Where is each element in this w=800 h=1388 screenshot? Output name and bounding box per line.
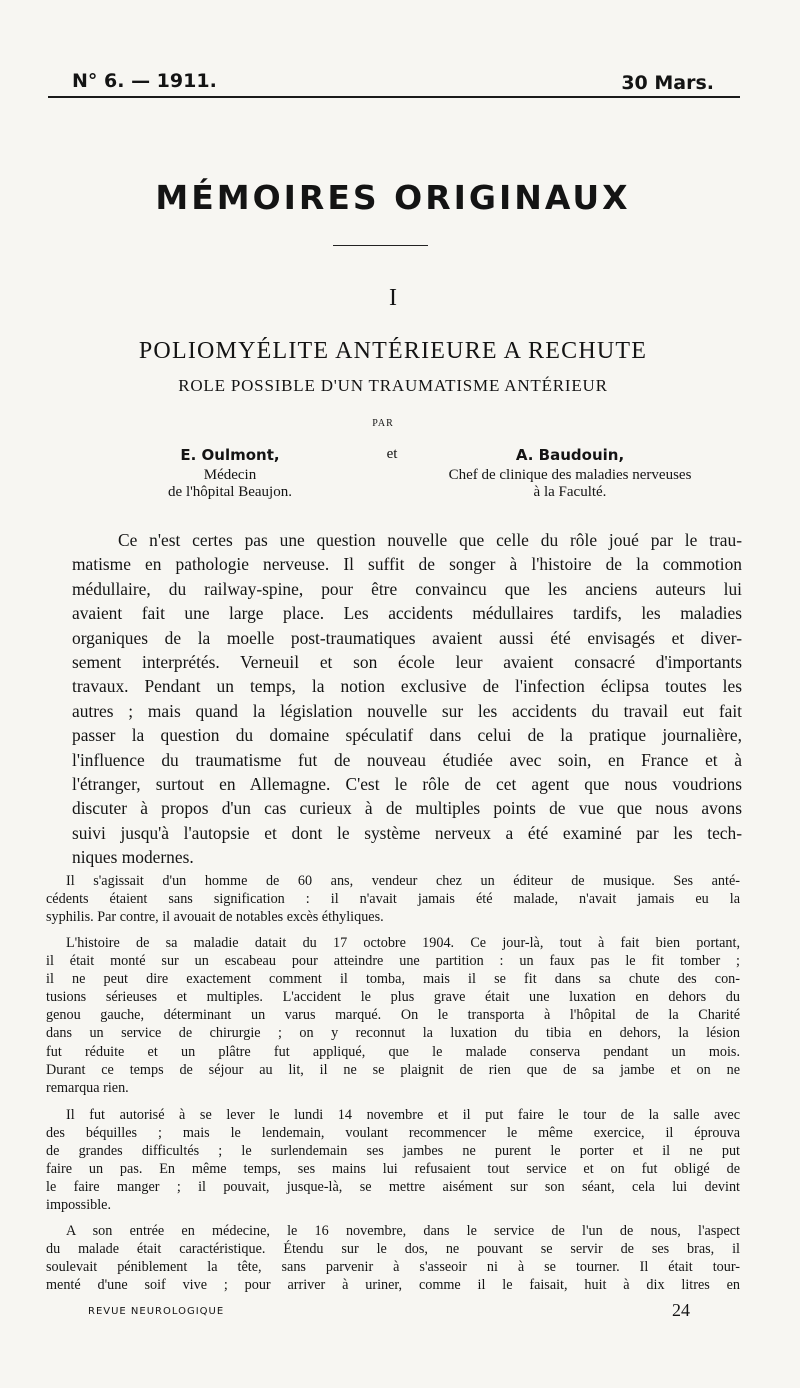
text-line: organiques de la moelle post-traumatiques avaient aussi été envisagés et diver- [72,627,742,648]
text-line: le faire manger ; il pouvait, jusque-là, se mettre aisément sur son séant, cela lui devint [46,1179,740,1196]
case-paragraph [46,872,740,926]
text-line: tusions sérieuses et multiples. L'accident le plus grave était une luxation en dehors du [46,989,740,1006]
author-name: E. Oulmont, [180,446,280,464]
text-line: fut réduite et un plâtre fut appliqué, que le malade conserva pendant un mois. [46,1043,740,1060]
text-line: sement interprétés. Verneuil et son école leur avaient consacré d'importants [72,652,742,673]
text-line: dans un service de chirurgie ; on y reconnut la luxation du tibia en dehors, la lésion [46,1025,740,1042]
issue-date: 30 Mars. [621,72,714,94]
running-header [48,66,740,98]
text-line: soulevait péniblement la tête, sans parvenir à s'asseoir ni à se tourner. Il était tour- [46,1259,740,1276]
text-line: il était monté sur un escabeau pour atteindre une partition : un faux pas le fit tomber ; [46,953,740,970]
text-line: matisme en pathologie nerveuse. Il suffit de songer à l'histoire de la commotion [72,554,742,575]
text-line: remarqua rien. [46,1079,129,1096]
author-role-line: Médecin [203,467,257,483]
case-paragraph [46,934,740,1097]
case-paragraph [46,1106,740,1215]
text-line: de grandes difficultés ; le surlendemain ses jambes ne purent le porter et il ne put [46,1143,740,1160]
introduction-paragraph [72,528,742,870]
case-paragraph [46,1222,740,1294]
text-line: autres ; mais quand la législation nouvelle sur les accidents du travail eut fait [72,700,742,721]
footer-journal-name: REVUE NEUROLOGIQUE [88,1306,225,1317]
page-number: 24 [672,1300,690,1320]
text-line: des béquilles ; mais le lendemain, voulant recommencer le même exercice, il éprouva [46,1125,740,1142]
author-conjunction: et [386,446,398,462]
title-divider [333,245,428,246]
text-line: Ce n'est certes pas une question nouvelle que celle du rôle joué par le trau- [118,530,742,550]
author-name: A. Baudouin, [515,446,625,464]
text-line: travaux. Pendant un temps, la notion exclusive de l'infection éclipsa toutes les [72,676,742,697]
author-role-line: Chef de clinique des maladies nerveuses [448,467,692,483]
author-baudouin [400,446,740,501]
text-line: niques modernes. [72,847,194,868]
text-line: suivi jusqu'à l'autopsie et dont le système nerveux a été examiné par les tech- [72,822,742,843]
text-line: menté d'une soif vive ; pour arriver à uriner, comme il le faisait, huit à dix litres en [46,1277,740,1294]
text-line: faire un pas. En même temps, ses mains lui refusaient tout service et on fut obligé de [46,1161,740,1178]
author-oulmont [120,446,340,501]
text-line: du malade était caractéristique. Étendu sur le dos, ne pouvant se servir de ses bras, il [46,1241,740,1258]
text-line: Durant ce temps de séjour au lit, il ne se plaignit de rien que de sa jambe et on ne [46,1061,740,1078]
section-title: MÉMOIRES ORIGINAUX [155,178,631,217]
issue-number: N° 6. — 1911. [72,70,217,92]
article-title: POLIOMYÉLITE ANTÉRIEURE A RECHUTE [138,338,648,364]
text-line: Il s'agissait d'un homme de 60 ans, vendeur chez un éditeur de musique. Ses anté- [66,873,740,889]
text-line: médullaire, du railway-spine, pour être convaincu que les anciens auteurs lui [72,578,742,599]
byline-par: PAR [372,418,394,429]
text-line: passer la question du domaine spéculatif dans celui de la pratique journalière, [72,725,742,746]
author-role-line: à la Faculté. [533,484,607,500]
text-line: genou gauche, déterminant un varus marqué. On le transporta à l'hôpital de la Charité [46,1007,740,1024]
text-line: cédents étaient sans signification : il n'avait jamais été malade, n'avait jamais eu la [46,891,740,908]
text-line: Il fut autorisé à se lever le lundi 14 novembre et il put faire le tour de la salle avec [66,1107,740,1123]
text-line: syphilis. Par contre, il avouait de notables excès éthyliques. [46,909,384,926]
text-line: impossible. [46,1197,112,1214]
text-line: l'étranger, surtout en Allemagne. C'est le rôle de cet agent que nous voudrions [72,774,742,795]
author-role-line: de l'hôpital Beaujon. [168,484,292,500]
text-line: il ne peut dire exactement comment il tomba, mais il se fit dans sa chute des con- [46,971,740,988]
text-line: A son entrée en médecine, le 16 novembre, dans le service de l'un de nous, l'aspect [66,1223,740,1239]
article-number: I [389,285,397,311]
text-line: l'influence du traumatisme fut de nouveau étudiée avec soin, en France et à [72,749,742,770]
text-line: avaient fait une large place. Les accidents médullaires tardifs, les maladies [72,603,742,624]
article-subtitle: ROLE POSSIBLE D'UN TRAUMATISME ANTÉRIEUR [178,376,608,395]
text-line: L'histoire de sa maladie datait du 17 octobre 1904. Ce jour-là, tout à fait bien portant, [66,935,740,951]
text-line: discuter à propos d'un cas curieux à de multiples points de vue que nous avons [72,798,742,819]
